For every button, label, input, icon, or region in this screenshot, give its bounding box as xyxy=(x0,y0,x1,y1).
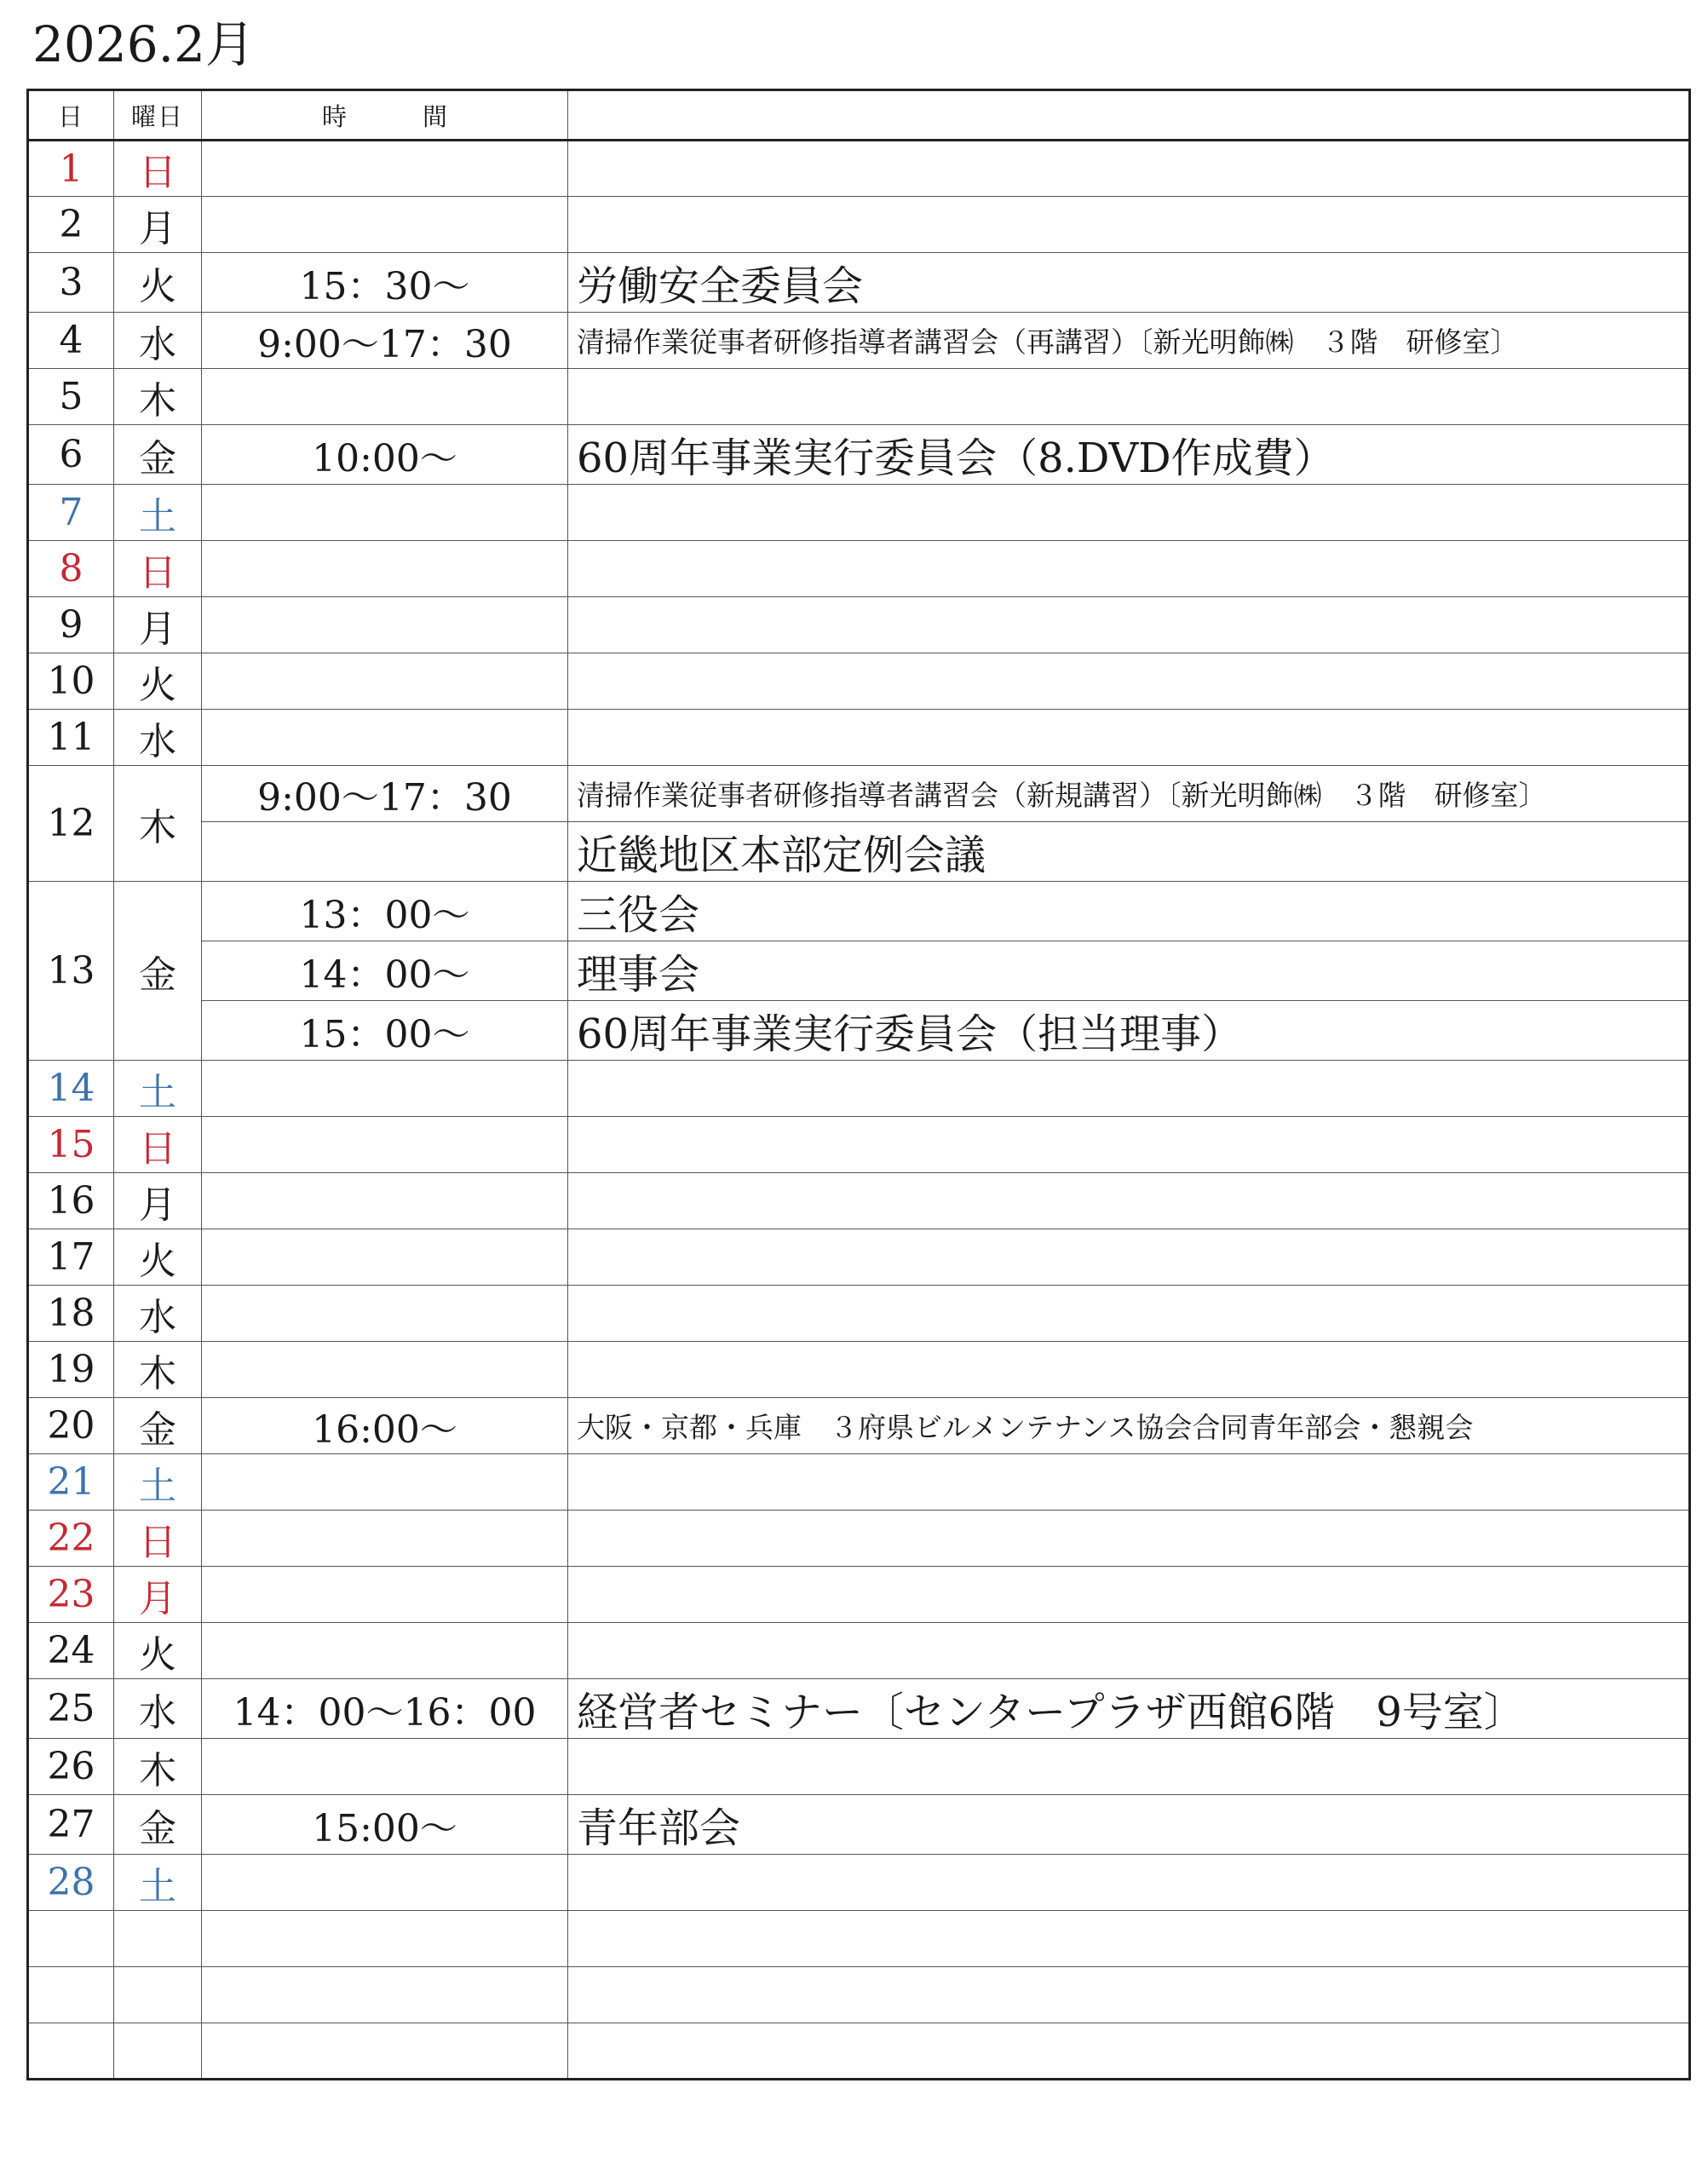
table-row xyxy=(28,1286,1690,1342)
weekday-cell: 月 xyxy=(114,597,202,653)
time-cell xyxy=(202,1342,568,1398)
day-cell: 22 xyxy=(28,1511,114,1567)
time-cell xyxy=(202,141,568,197)
day-cell: 25 xyxy=(28,1679,114,1739)
event-cell xyxy=(568,653,1690,710)
day-cell: 18 xyxy=(28,1286,114,1342)
event-cell xyxy=(568,1855,1690,1911)
table-row xyxy=(28,541,1690,597)
table-row xyxy=(28,1623,1690,1679)
event-cell xyxy=(568,1967,1690,2023)
time-cell xyxy=(202,653,568,710)
time-cell: 13：00～ xyxy=(202,882,568,941)
weekday-cell: 土 xyxy=(114,485,202,541)
time-cell xyxy=(202,710,568,766)
weekday-cell: 木 xyxy=(114,369,202,425)
table-row xyxy=(28,1795,1690,1855)
table-row xyxy=(28,1911,1690,1967)
time-cell xyxy=(202,1567,568,1623)
day-cell: 2 xyxy=(28,197,114,253)
event-cell xyxy=(568,541,1690,597)
day-cell: 9 xyxy=(28,597,114,653)
time-cell xyxy=(202,1967,568,2023)
table-row xyxy=(28,369,1690,425)
weekday-cell: 木 xyxy=(114,1342,202,1398)
event-cell: 三役会 xyxy=(568,882,1690,941)
event-cell xyxy=(568,1173,1690,1229)
weekday-cell: 火 xyxy=(114,1623,202,1679)
table-row xyxy=(28,313,1690,369)
time-cell xyxy=(202,1454,568,1511)
weekday-cell: 金 xyxy=(114,425,202,485)
weekday-cell: 日 xyxy=(114,1117,202,1173)
time-cell xyxy=(202,1286,568,1342)
day-cell: 5 xyxy=(28,369,114,425)
time-cell: 9:00～17：30 xyxy=(202,766,568,822)
weekday-cell: 水 xyxy=(114,313,202,369)
weekday-cell: 月 xyxy=(114,1567,202,1623)
weekday-cell: 火 xyxy=(114,1229,202,1286)
day-cell: 4 xyxy=(28,313,114,369)
weekday-cell xyxy=(114,1911,202,1967)
day-cell: 23 xyxy=(28,1567,114,1623)
time-cell: 15:00～ xyxy=(202,1795,568,1855)
day-cell: 1 xyxy=(28,141,114,197)
table-row xyxy=(28,597,1690,653)
day-cell xyxy=(28,1967,114,2023)
day-cell: 16 xyxy=(28,1173,114,1229)
table-row xyxy=(28,1117,1690,1173)
table-row xyxy=(28,425,1690,485)
weekday-cell xyxy=(114,2023,202,2080)
time-cell xyxy=(202,822,568,882)
event-cell: 清掃作業従事者研修指導者講習会（再講習）〔新光明飾㈱ ３階 研修室〕 xyxy=(568,313,1690,369)
time-cell: 9:00～17：30 xyxy=(202,313,568,369)
table-row xyxy=(28,1398,1690,1454)
weekday-cell: 水 xyxy=(114,710,202,766)
weekday-cell xyxy=(114,1967,202,2023)
weekday-cell: 土 xyxy=(114,1454,202,1511)
event-cell: 経営者セミナー〔センタープラザ西館6階 9号室〕 xyxy=(568,1679,1690,1739)
time-cell xyxy=(202,1855,568,1911)
event-cell: 近畿地区本部定例会議 xyxy=(568,822,1690,882)
event-cell: 青年部会 xyxy=(568,1795,1690,1855)
table-row xyxy=(28,822,1690,882)
table-row xyxy=(28,941,1690,1001)
day-cell xyxy=(28,1911,114,1967)
event-cell xyxy=(568,1286,1690,1342)
time-cell xyxy=(202,1623,568,1679)
day-cell: 7 xyxy=(28,485,114,541)
event-cell xyxy=(568,141,1690,197)
day-cell: 27 xyxy=(28,1795,114,1855)
schedule-table xyxy=(26,89,1691,2080)
table-row xyxy=(28,1061,1690,1117)
event-cell xyxy=(568,1229,1690,1286)
page-title: 2026.2月 xyxy=(32,15,255,73)
weekday-cell: 火 xyxy=(114,653,202,710)
weekday-cell: 金 xyxy=(114,882,202,1061)
day-cell: 13 xyxy=(28,882,114,1061)
event-cell xyxy=(568,1623,1690,1679)
event-cell xyxy=(568,1511,1690,1567)
event-cell xyxy=(568,197,1690,253)
time-cell xyxy=(202,1739,568,1795)
weekday-cell: 日 xyxy=(114,1511,202,1567)
header-time: 時 間 xyxy=(202,90,568,141)
day-cell: 10 xyxy=(28,653,114,710)
time-cell xyxy=(202,541,568,597)
table-row xyxy=(28,1679,1690,1739)
day-cell: 17 xyxy=(28,1229,114,1286)
time-cell xyxy=(202,1911,568,1967)
weekday-cell: 金 xyxy=(114,1795,202,1855)
time-cell: 15：30～ xyxy=(202,253,568,313)
event-cell: 清掃作業従事者研修指導者講習会（新規講習）〔新光明飾㈱ ３階 研修室〕 xyxy=(568,766,1690,822)
event-cell: 労働安全委員会 xyxy=(568,253,1690,313)
weekday-cell: 日 xyxy=(114,541,202,597)
time-cell: 16:00～ xyxy=(202,1398,568,1454)
table-row xyxy=(28,197,1690,253)
weekday-cell: 土 xyxy=(114,1061,202,1117)
weekday-cell: 土 xyxy=(114,1855,202,1911)
day-cell: 15 xyxy=(28,1117,114,1173)
event-cell: 大阪・京都・兵庫 ３府県ビルメンテナンス協会合同青年部会・懇親会 xyxy=(568,1398,1690,1454)
day-cell: 24 xyxy=(28,1623,114,1679)
day-cell: 6 xyxy=(28,425,114,485)
event-cell: 60周年事業実行委員会（8.DVD作成費） xyxy=(568,425,1690,485)
time-cell xyxy=(202,1173,568,1229)
header-day: 日 xyxy=(28,90,114,141)
day-cell xyxy=(28,2023,114,2080)
event-cell xyxy=(568,2023,1690,2080)
table-row xyxy=(28,1739,1690,1795)
header-row xyxy=(28,90,1690,141)
event-cell xyxy=(568,1567,1690,1623)
table-row xyxy=(28,1173,1690,1229)
time-cell: 14：00～16：00 xyxy=(202,1679,568,1739)
table-row xyxy=(28,1229,1690,1286)
table-row xyxy=(28,1511,1690,1567)
table-row xyxy=(28,141,1690,197)
time-cell xyxy=(202,597,568,653)
table-row xyxy=(28,1855,1690,1911)
weekday-cell: 水 xyxy=(114,1679,202,1739)
day-cell: 26 xyxy=(28,1739,114,1795)
weekday-cell: 月 xyxy=(114,1173,202,1229)
event-cell xyxy=(568,597,1690,653)
time-cell xyxy=(202,1511,568,1567)
day-cell: 21 xyxy=(28,1454,114,1511)
event-cell xyxy=(568,485,1690,541)
day-cell: 14 xyxy=(28,1061,114,1117)
day-cell: 8 xyxy=(28,541,114,597)
table-row xyxy=(28,1342,1690,1398)
table-row xyxy=(28,710,1690,766)
weekday-cell: 月 xyxy=(114,197,202,253)
table-row xyxy=(28,1567,1690,1623)
event-cell xyxy=(568,1739,1690,1795)
table-row xyxy=(28,766,1690,822)
event-cell xyxy=(568,1061,1690,1117)
event-cell: 60周年事業実行委員会（担当理事） xyxy=(568,1001,1690,1061)
day-cell: 3 xyxy=(28,253,114,313)
table-row xyxy=(28,882,1690,941)
event-cell xyxy=(568,1911,1690,1967)
weekday-cell: 木 xyxy=(114,766,202,882)
time-cell: 15：00～ xyxy=(202,1001,568,1061)
event-cell xyxy=(568,1117,1690,1173)
day-cell: 20 xyxy=(28,1398,114,1454)
time-cell xyxy=(202,2023,568,2080)
day-cell: 12 xyxy=(28,766,114,882)
table-row xyxy=(28,1967,1690,2023)
event-cell xyxy=(568,1342,1690,1398)
event-cell: 理事会 xyxy=(568,941,1690,1001)
weekday-cell: 金 xyxy=(114,1398,202,1454)
table-row xyxy=(28,253,1690,313)
time-cell xyxy=(202,1061,568,1117)
day-cell: 19 xyxy=(28,1342,114,1398)
time-cell: 10:00～ xyxy=(202,425,568,485)
table-row xyxy=(28,1001,1690,1061)
time-cell xyxy=(202,1117,568,1173)
day-cell: 28 xyxy=(28,1855,114,1911)
table-row xyxy=(28,485,1690,541)
event-cell xyxy=(568,369,1690,425)
time-cell xyxy=(202,485,568,541)
time-cell: 14：00～ xyxy=(202,941,568,1001)
time-cell xyxy=(202,197,568,253)
weekday-cell: 木 xyxy=(114,1739,202,1795)
time-cell xyxy=(202,369,568,425)
weekday-cell: 日 xyxy=(114,141,202,197)
table-row xyxy=(28,2023,1690,2080)
table-row xyxy=(28,653,1690,710)
weekday-cell: 水 xyxy=(114,1286,202,1342)
weekday-cell: 火 xyxy=(114,253,202,313)
time-cell xyxy=(202,1229,568,1286)
day-cell: 11 xyxy=(28,710,114,766)
header-weekday: 曜日 xyxy=(114,90,202,141)
event-cell xyxy=(568,1454,1690,1511)
table-row xyxy=(28,1454,1690,1511)
event-cell xyxy=(568,710,1690,766)
header-event xyxy=(568,90,1690,141)
